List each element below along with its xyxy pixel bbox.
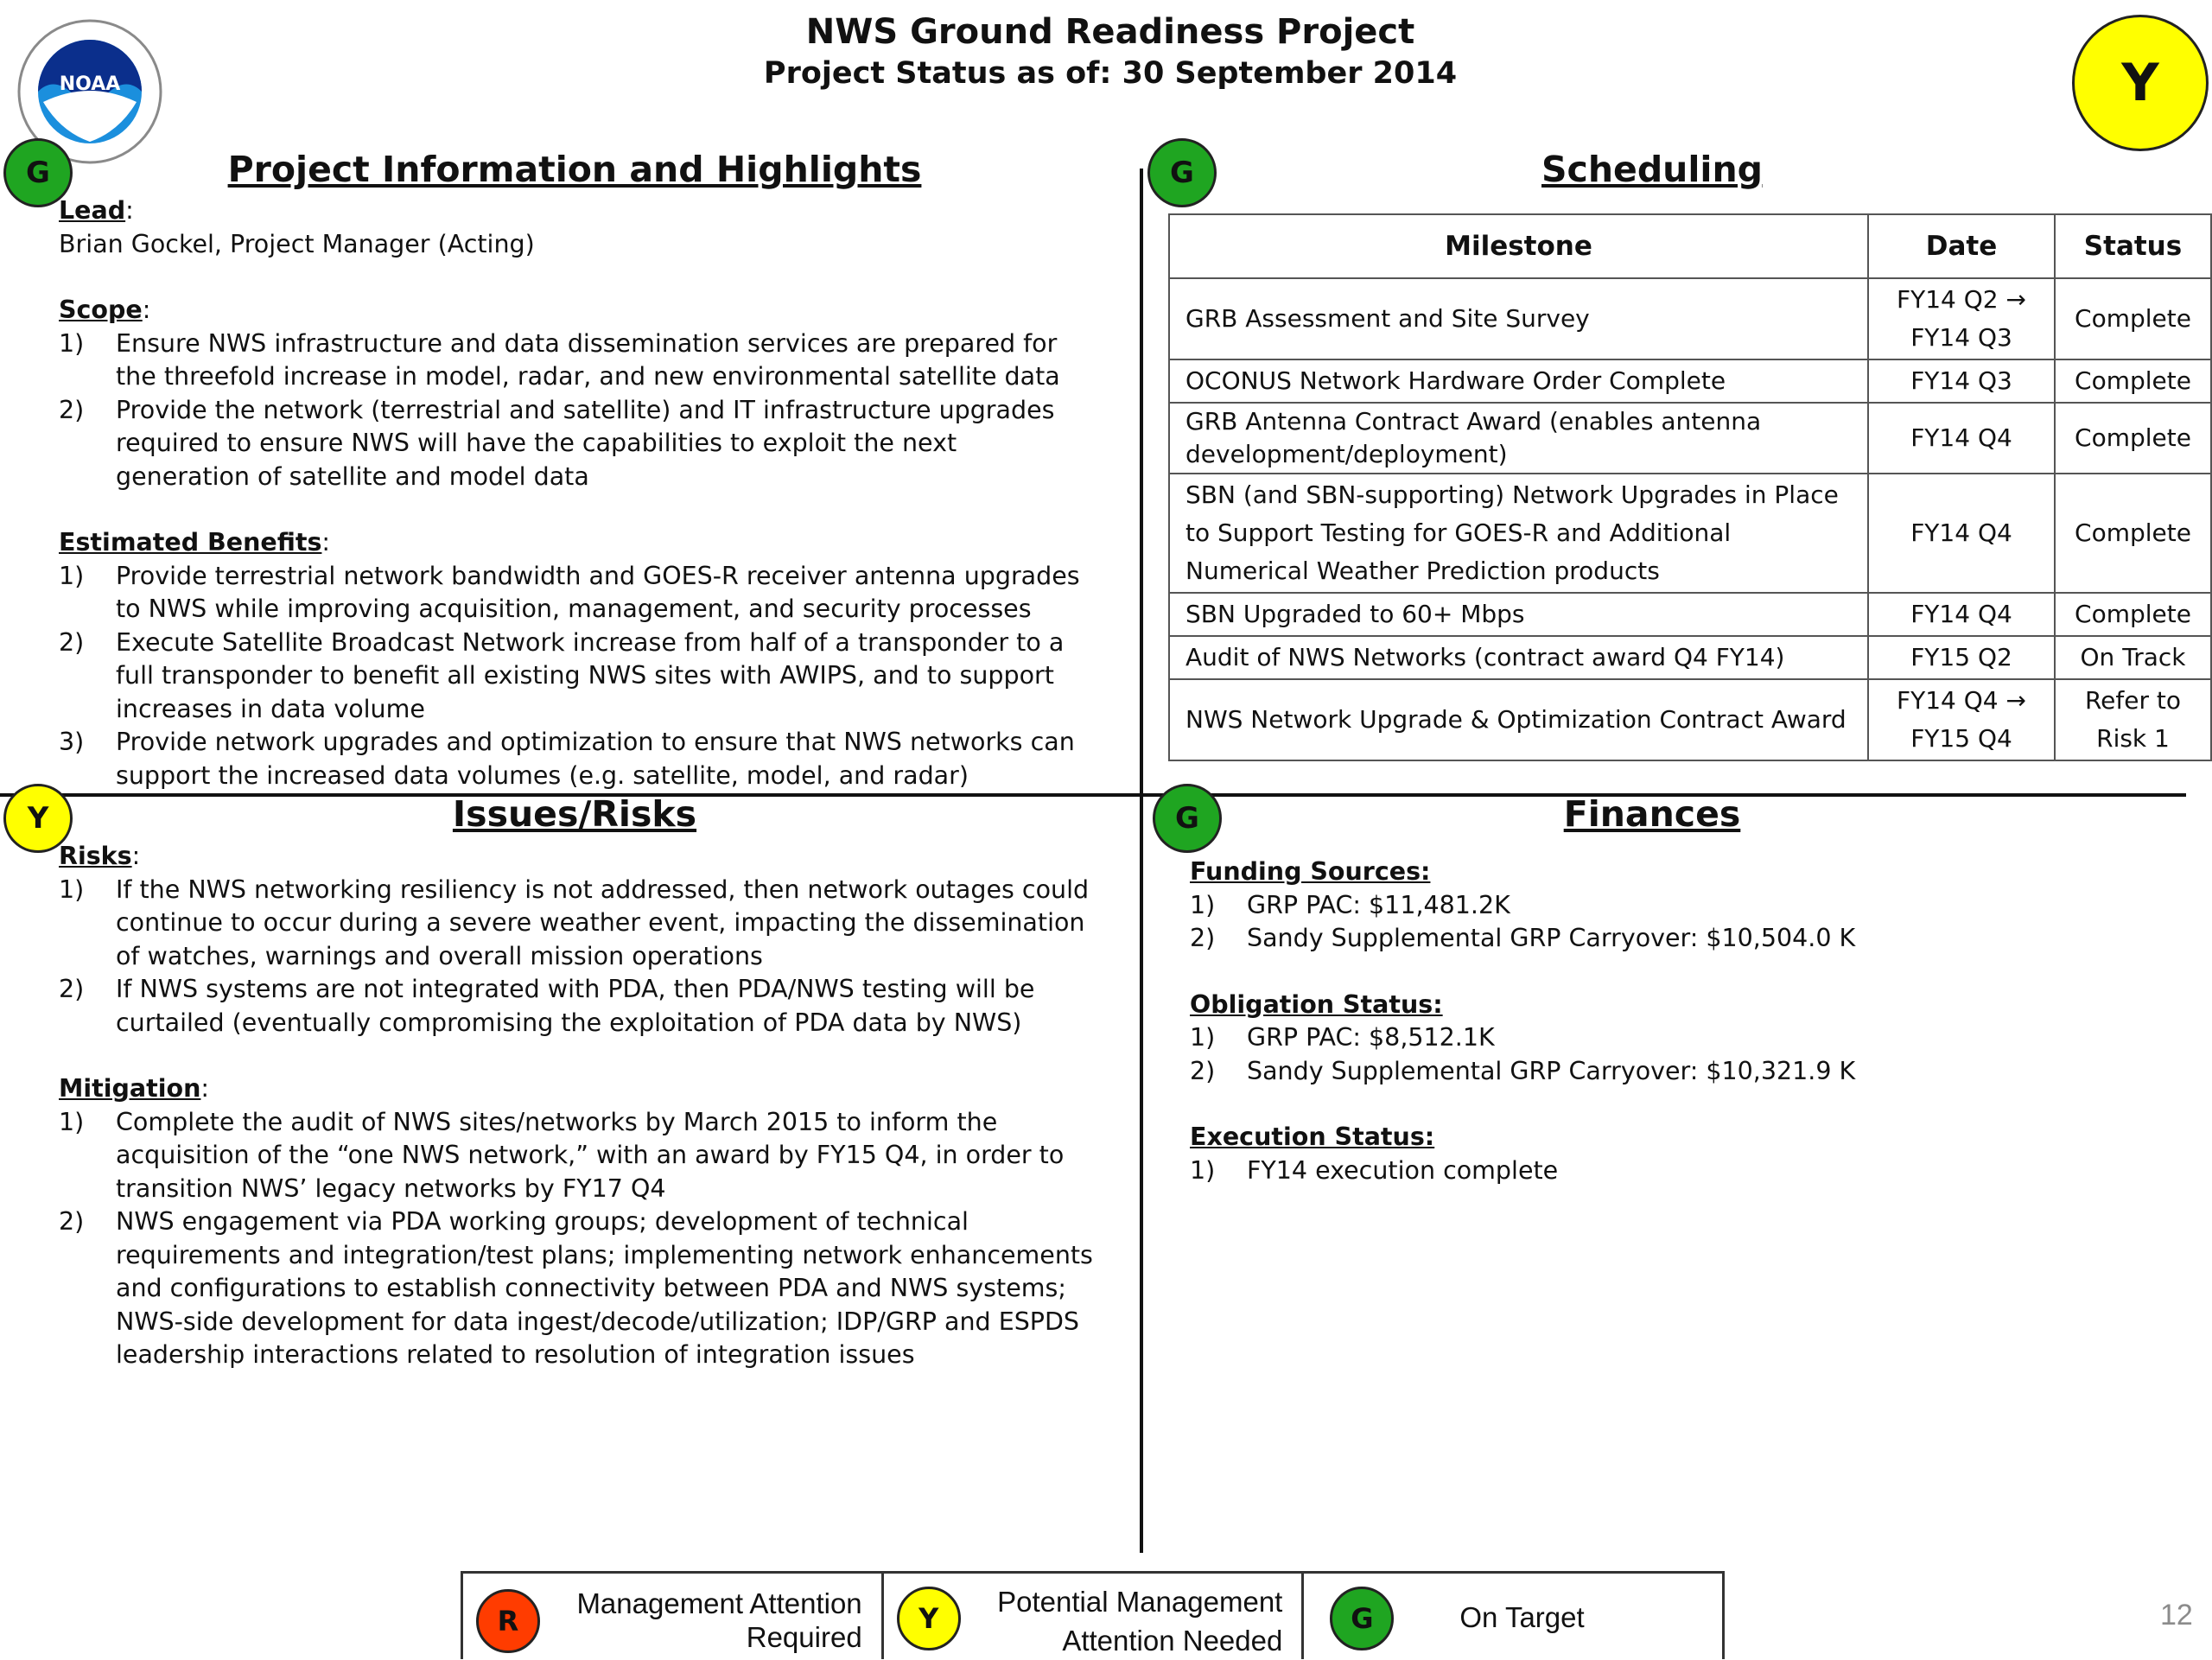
table-row: OCONUS Network Hardware Order Complete FY14 Q3 Complete <box>1169 359 2211 403</box>
page-number: 12 <box>2160 1599 2193 1631</box>
legend-red-label-2: Required <box>746 1621 862 1653</box>
execution-heading: Execution Status: <box>1190 1123 1435 1151</box>
legend-red-indicator: R <box>476 1589 540 1653</box>
scheduling-title: Scheduling <box>1541 149 1763 190</box>
list-item: 1) Provide terrestrial network bandwidth and GOES-R receiver antenna upgrades to NWS while improving acquisition, management, and security processes <box>59 561 1080 623</box>
list-item: 1) If the NWS networking resiliency is not addressed, then network outages could continue to occur during a severe weather event, impacting the dissemination of watches, warnings and overall mission operations <box>59 875 1090 970</box>
list-item: 1) FY14 execution complete <box>1190 1155 1559 1185</box>
page-title: NWS Ground Readiness Project <box>805 12 1415 52</box>
issues-body: Risks: 1) If the NWS networking resiliency is not addressed, then network outages could continue to occur during a severe weather event, impacting the dissemination of watches, warnings and overall mission operations 2) If NWS systems are not integrated with PDA, then PDA/NWS testing will be curtailed (eventually compromising the exploitation of PDA data by NWS) Mitigation: 1) Complete the audit of NWS sites/networks by March 2015 to inform the acquisition of the “one NWS network,” with an award by FY15 Q4, in order to transition NWS’ legacy networks by FY17 Q4 2) NWS engagement via PDA working groups; development of technical requirements and integration/test plans; implementing network enhancements and configurations to establish connectivity between PDA and NWS systems; NWS-side development for data ingest/decode/utilization; IDP/GRP and ESPDS leadership interactions related to resolution of integration issues <box>59 840 1113 1372</box>
list-item: 2) Provide the network (terrestrial and satellite) and IT infrastructure upgrades required to ensure NWS will have the capabilities to exploit the next generation of satellite and model data <box>59 395 1055 491</box>
table-row: GRB Antenna Contract Award (enables antenna development/deployment) FY14 Q4 Complete <box>1169 403 2211 474</box>
table-row: NWS Network Upgrade & Optimization Contract Award FY14 Q4 → FY15 Q4 Refer to Risk 1 <box>1169 679 2211 760</box>
vertical-divider <box>1140 169 1143 1553</box>
list-item: 2) If NWS systems are not integrated with PDA, then PDA/NWS testing will be curtailed (eventually compromising the exploitation of PDA data by NWS) <box>59 975 1035 1037</box>
legend-green-label: On Target <box>1459 1601 1585 1633</box>
funding-heading: Funding Sources: <box>1190 857 1431 886</box>
status-legend <box>461 1571 1725 1659</box>
legend-item-green <box>1304 1574 1722 1659</box>
project-info-status-indicator: G <box>3 138 73 207</box>
table-row: GRB Assessment and Site Survey FY14 Q2 → FY14 Q3 Complete <box>1169 278 2211 359</box>
milestone-table <box>1168 213 2212 761</box>
project-info-body: Lead: Brian Gockel, Project Manager (Acting) Scope: 1) Ensure NWS infrastructure and data dissemination services are prepared for the threefold increase in model, radar, and new environmental satellite data 2) Provide the network (terrestrial and satellite) and IT infrastructure upgrades required to ensure NWS will have the capabilities to exploit the next generation of satellite and model data Estimated Benefits: 1) Provide terrestrial network bandwidth and GOES-R receiver antenna upgrades to NWS while improving acquisition, management, and security processes 2) Execute Satellite Broadcast Network increase from half of a transponder to a full transponder to benefit all existing NWS sites with AWIPS, and to support increases in data volume 3) Provide network upgrades and optimization to ensure that NWS networks can support the increased data volumes (e.g. satellite, model, and radar) <box>59 194 1096 792</box>
list-item: 2) Execute Satellite Broadcast Network increase from half of a transponder to a full transponder to benefit all existing NWS sites with AWIPS, and to support increases in data volume <box>59 627 1065 723</box>
lead-heading: Lead <box>59 196 126 225</box>
legend-item-red <box>463 1574 884 1659</box>
issues-status-indicator: Y <box>3 784 73 853</box>
table-row: SBN (and SBN-supporting) Network Upgrades in Place to Support Testing for GOES-R and Additional Numerical Weather Prediction products FY14 Q4 Complete <box>1169 474 2211 593</box>
legend-yellow-indicator: Y <box>897 1587 961 1650</box>
list-item: 2) Sandy Supplemental GRP Carryover: $10,504.0 K <box>1190 924 1856 952</box>
page-subtitle: Project Status as of: 30 September 2014 <box>763 56 1458 91</box>
list-item: 1) Ensure NWS infrastructure and data dissemination services are prepared for the threefold increase in model, radar, and new environmental satellite data <box>59 328 1060 391</box>
scope-heading: Scope <box>59 296 143 324</box>
legend-yellow-label-2: Attention Needed <box>1062 1625 1283 1657</box>
overall-status-indicator: Y <box>2072 15 2209 151</box>
list-item: 2) NWS engagement via PDA working groups; development of technical requirements and integration/test plans; implementing network enhancements and configurations to establish connectivity between PDA and NWS systems; NWS-side development for data ingest/decode/utilization; IDP/GRP and ESPDS leadership interactions related to resolution of integration issues <box>59 1207 1093 1369</box>
issues-title: Issues/Risks <box>452 793 697 835</box>
risks-heading: Risks <box>59 842 132 870</box>
list-item: 1) GRP PAC: $11,481.2K <box>1190 890 1510 919</box>
legend-red-label: Management Attention <box>576 1587 862 1619</box>
scheduling-status-indicator: G <box>1147 138 1217 207</box>
list-item: 2) Sandy Supplemental GRP Carryover: $10,321.9 K <box>1190 1056 1856 1085</box>
column-header: Date <box>1868 214 2055 278</box>
benefits-heading: Estimated Benefits <box>59 528 322 557</box>
list-item: 3) Provide network upgrades and optimization to ensure that NWS networks can support the increased data volumes (e.g. satellite, model, and radar) <box>59 728 1075 790</box>
list-item: 1) Complete the audit of NWS sites/networks by March 2015 to inform the acquisition of the “one NWS network,” with an award by FY15 Q4, in order to transition NWS’ legacy networks by FY17 Q4 <box>59 1107 1065 1203</box>
column-header: Status <box>2055 214 2211 278</box>
column-header: Milestone <box>1169 214 1868 278</box>
finances-body <box>1190 855 2140 1187</box>
noaa-logo-text: NOAA <box>59 73 121 95</box>
legend-green-indicator: G <box>1330 1587 1394 1650</box>
mitigation-heading: Mitigation <box>59 1074 201 1103</box>
obligation-heading: Obligation Status: <box>1190 989 1443 1019</box>
table-row: SBN Upgraded to 60+ Mbps FY14 Q4 Complete <box>1169 593 2211 636</box>
project-info-title: Project Information and Highlights <box>227 149 922 190</box>
finances-status-indicator: G <box>1153 784 1222 853</box>
table-row: Audit of NWS Networks (contract award Q4 FY14) FY15 Q2 On Track <box>1169 636 2211 679</box>
legend-item-yellow <box>884 1574 1305 1659</box>
list-item: 1) GRP PAC: $8,512.1K <box>1190 1023 1495 1052</box>
lead-text: Brian Gockel, Project Manager (Acting) <box>59 229 535 258</box>
legend-yellow-label: Potential Management <box>997 1586 1283 1618</box>
finances-title: Finances <box>1563 793 1741 835</box>
